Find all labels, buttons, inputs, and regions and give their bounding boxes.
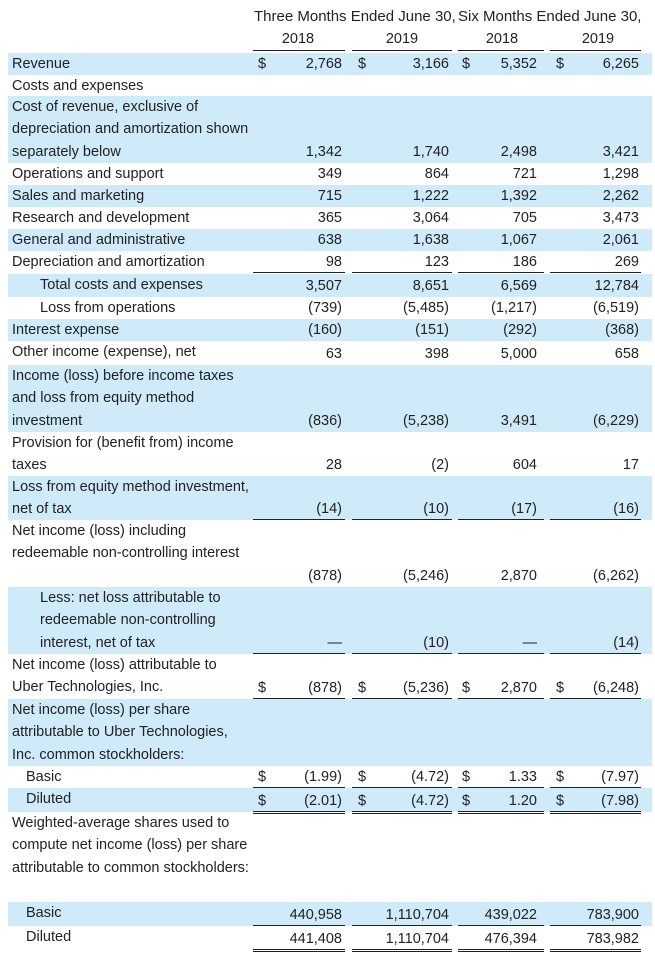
table-header <box>0 0 655 53</box>
row-label-costs-and-expenses: Costs and expenses <box>12 78 144 94</box>
cell-value: 123 <box>424 254 449 270</box>
header-six-months: Six Months Ended June 30, <box>458 8 642 25</box>
cell-value: (17) <box>511 501 537 517</box>
currency-symbol: $ <box>258 769 267 785</box>
table-row <box>0 163 655 185</box>
underline <box>550 272 641 273</box>
cell-value: (6,229) <box>593 413 639 429</box>
cell-value: (836) <box>308 413 342 429</box>
cell-value: 1,222 <box>412 188 449 204</box>
cell-value: (7.97) <box>601 769 639 785</box>
cell-value: 8,651 <box>412 278 449 294</box>
row-label-basic: Basic <box>26 769 62 785</box>
table-row <box>0 207 655 229</box>
row-label-diluted: Diluted <box>26 791 72 807</box>
currency-symbol: $ <box>462 769 471 785</box>
cell-value: 6,569 <box>500 278 537 294</box>
cell-value: 1,638 <box>412 232 449 248</box>
header-underline <box>458 50 544 51</box>
header-underline <box>253 50 345 51</box>
header-year: 2018 <box>281 31 315 47</box>
cell-value: 17 <box>622 457 639 473</box>
underline <box>550 949 641 950</box>
currency-symbol: $ <box>556 680 565 696</box>
underline <box>352 949 452 950</box>
table-row <box>0 274 655 297</box>
row-label-revenue: Revenue <box>12 56 71 72</box>
cell-value: 2,870 <box>500 680 537 696</box>
cell-value: 269 <box>614 254 639 270</box>
cell-value: 1,110,704 <box>385 931 449 947</box>
cell-value: 441,408 <box>289 931 342 947</box>
cell-value: 2,061 <box>602 232 639 248</box>
header-underline <box>352 50 452 51</box>
underline <box>253 272 345 273</box>
currency-symbol: $ <box>358 793 367 809</box>
table-row <box>0 812 655 902</box>
cell-value: 1,067 <box>500 232 537 248</box>
currency-symbol: $ <box>258 56 267 72</box>
table-row <box>0 365 655 432</box>
row-label-net-income-loss-per-share-attributable-t: Net income (loss) per share attributable to Uber Technologies, Inc. common stockholders: <box>12 702 228 763</box>
cell-value: 1,298 <box>602 166 639 182</box>
cell-value: 864 <box>424 166 449 182</box>
row-label-loss-from-equity-method-investment-net-o: Loss from equity method investment, net of tax <box>12 479 249 518</box>
underline <box>458 949 544 950</box>
cell-value: (7.98) <box>601 793 639 809</box>
cell-value: (2) <box>431 457 449 473</box>
row-label-research-and-development: Research and development <box>12 210 190 226</box>
row-label-net-income-loss-including-redeemable-non: Net income (loss) including redeemable non-controlling interest <box>12 523 240 562</box>
cell-value: (6,248) <box>593 680 639 696</box>
underline <box>458 951 544 952</box>
cell-value: 1,342 <box>305 144 342 160</box>
row-label-total-costs-and-expenses: Total costs and expenses <box>40 277 203 293</box>
cell-value: 3,491 <box>500 413 537 429</box>
cell-value: (16) <box>613 501 639 517</box>
cell-value: 63 <box>325 346 342 362</box>
cell-value: 721 <box>512 166 537 182</box>
row-label-general-and-administrative: General and administrative <box>12 232 186 248</box>
cell-value: (4.72) <box>411 793 449 809</box>
cell-value: 6,265 <box>602 56 639 72</box>
currency-symbol: $ <box>258 793 267 809</box>
row-label-cost-of-revenue-exclusive-of-depreciatio: Cost of revenue, exclusive of depreciation and amortization shown separately below <box>12 99 249 160</box>
underline <box>253 951 345 952</box>
currency-symbol: $ <box>358 769 367 785</box>
cell-value: (151) <box>415 322 449 338</box>
underline <box>458 272 544 273</box>
cell-value: 476,394 <box>484 931 537 947</box>
table-row <box>0 476 655 520</box>
cell-value: 3,507 <box>305 278 342 294</box>
currency-symbol: $ <box>358 680 367 696</box>
cell-value: 3,166 <box>412 56 449 72</box>
cell-value: (2.01) <box>304 793 342 809</box>
currency-symbol: $ <box>462 56 471 72</box>
row-label-other-income-expense-net: Other income (expense), net <box>12 344 196 360</box>
underline <box>352 951 452 952</box>
table-row <box>0 53 655 75</box>
currency-symbol: $ <box>258 680 267 696</box>
cell-value: (368) <box>605 322 639 338</box>
cell-value: (878) <box>308 568 342 584</box>
cell-value: 439,022 <box>484 907 537 923</box>
row-label-sales-and-marketing: Sales and marketing <box>12 188 145 204</box>
cell-value: 398 <box>424 346 449 362</box>
table-row <box>0 341 655 365</box>
underline <box>253 949 345 950</box>
cell-value: (10) <box>423 635 449 651</box>
table-row <box>0 297 655 319</box>
row-label-net-income-loss-attributable-to-uber-tec: Net income (loss) attributable to Uber Technologies, Inc. <box>12 657 217 696</box>
table-row <box>0 319 655 341</box>
cell-value: 1,392 <box>500 188 537 204</box>
cell-value: (292) <box>503 322 537 338</box>
row-label-provision-for-benefit-from-income-taxes: Provision for (benefit from) income taxes <box>12 435 234 474</box>
cell-value: 783,982 <box>586 931 639 947</box>
cell-value: (1.99) <box>304 769 342 785</box>
cell-value: (6,519) <box>593 300 639 316</box>
currency-symbol: $ <box>462 793 471 809</box>
cell-value: (5,236) <box>403 680 449 696</box>
cell-value: 3,421 <box>602 144 639 160</box>
cell-value: (878) <box>308 680 342 696</box>
cell-value: 1.20 <box>508 793 537 809</box>
cell-value: 5,352 <box>500 56 537 72</box>
row-label-weighted-average-shares-used-to-compute-: Weighted-average shares used to compute net income (loss) per share attributable to common stockholders: <box>12 815 249 876</box>
header-year: 2019 <box>581 31 615 47</box>
table-row <box>0 926 655 950</box>
cell-value: 98 <box>325 254 342 270</box>
cell-value: (4.72) <box>411 769 449 785</box>
table-row <box>0 587 655 654</box>
cell-value: 2,262 <box>602 188 639 204</box>
cell-value: (5,238) <box>403 413 449 429</box>
table-row <box>0 251 655 273</box>
cell-value: — <box>522 635 537 651</box>
table-row <box>0 788 655 812</box>
cell-value: 28 <box>325 457 342 473</box>
row-label-basic: Basic <box>26 905 62 921</box>
cell-value: (5,485) <box>403 300 449 316</box>
currency-symbol: $ <box>358 56 367 72</box>
cell-value: — <box>327 635 342 651</box>
cell-value: (160) <box>308 322 342 338</box>
cell-value: 3,473 <box>602 210 639 226</box>
table-row <box>0 229 655 251</box>
header-three-months: Three Months Ended June 30, <box>254 8 456 25</box>
cell-value: 440,958 <box>289 907 342 923</box>
cell-value: 1,740 <box>412 144 449 160</box>
row-label-diluted: Diluted <box>26 929 72 945</box>
table-row <box>0 654 655 699</box>
cell-value: 186 <box>512 254 537 270</box>
currency-symbol: $ <box>556 769 565 785</box>
row-label-interest-expense: Interest expense <box>12 322 120 338</box>
cell-value: 658 <box>614 346 639 362</box>
currency-symbol: $ <box>462 680 471 696</box>
table-row <box>0 766 655 788</box>
cell-value: 2,870 <box>500 568 537 584</box>
table-row <box>0 902 655 926</box>
cell-value: 2,768 <box>305 56 342 72</box>
cell-value: 1,110,704 <box>385 907 449 923</box>
cell-value: 12,784 <box>594 278 639 294</box>
row-label-depreciation-and-amortization: Depreciation and amortization <box>12 254 205 270</box>
cell-value: (5,246) <box>403 568 449 584</box>
cell-value: (739) <box>308 300 342 316</box>
underline <box>550 951 641 952</box>
cell-value: 5,000 <box>500 346 537 362</box>
header-year: 2019 <box>385 31 419 47</box>
header-underline <box>550 50 641 51</box>
cell-value: 365 <box>317 210 342 226</box>
row-label-loss-from-operations: Loss from operations <box>40 300 176 316</box>
table-row <box>0 75 655 97</box>
underline <box>352 272 452 273</box>
table-row <box>0 432 655 476</box>
row-label-income-loss-before-income-taxes-and-loss: Income (loss) before income taxes and loss from equity method investment <box>12 368 234 429</box>
row-label-operations-and-support: Operations and support <box>12 166 164 182</box>
cell-value: (14) <box>316 501 342 517</box>
cell-value: (1,217) <box>491 300 537 316</box>
cell-value: 2,498 <box>500 144 537 160</box>
cell-value: 638 <box>317 232 342 248</box>
cell-value: 349 <box>317 166 342 182</box>
table-row <box>0 520 655 587</box>
cell-value: 1.33 <box>508 769 537 785</box>
cell-value: 715 <box>317 188 342 204</box>
table-row <box>0 96 655 163</box>
cell-value: 705 <box>512 210 537 226</box>
currency-symbol: $ <box>556 56 565 72</box>
cell-value: 604 <box>512 457 537 473</box>
cell-value: 783,900 <box>586 907 639 923</box>
table-row <box>0 185 655 207</box>
cell-value: (10) <box>423 501 449 517</box>
row-label-less-net-loss-attributable-to-redeemable: Less: net loss attributable to redeemable non-controlling interest, net of tax <box>40 590 221 651</box>
header-year: 2018 <box>485 31 519 47</box>
table-row <box>0 699 655 766</box>
cell-value: (14) <box>613 635 639 651</box>
cell-value: (6,262) <box>593 568 639 584</box>
currency-symbol: $ <box>556 793 565 809</box>
cell-value: 3,064 <box>412 210 449 226</box>
